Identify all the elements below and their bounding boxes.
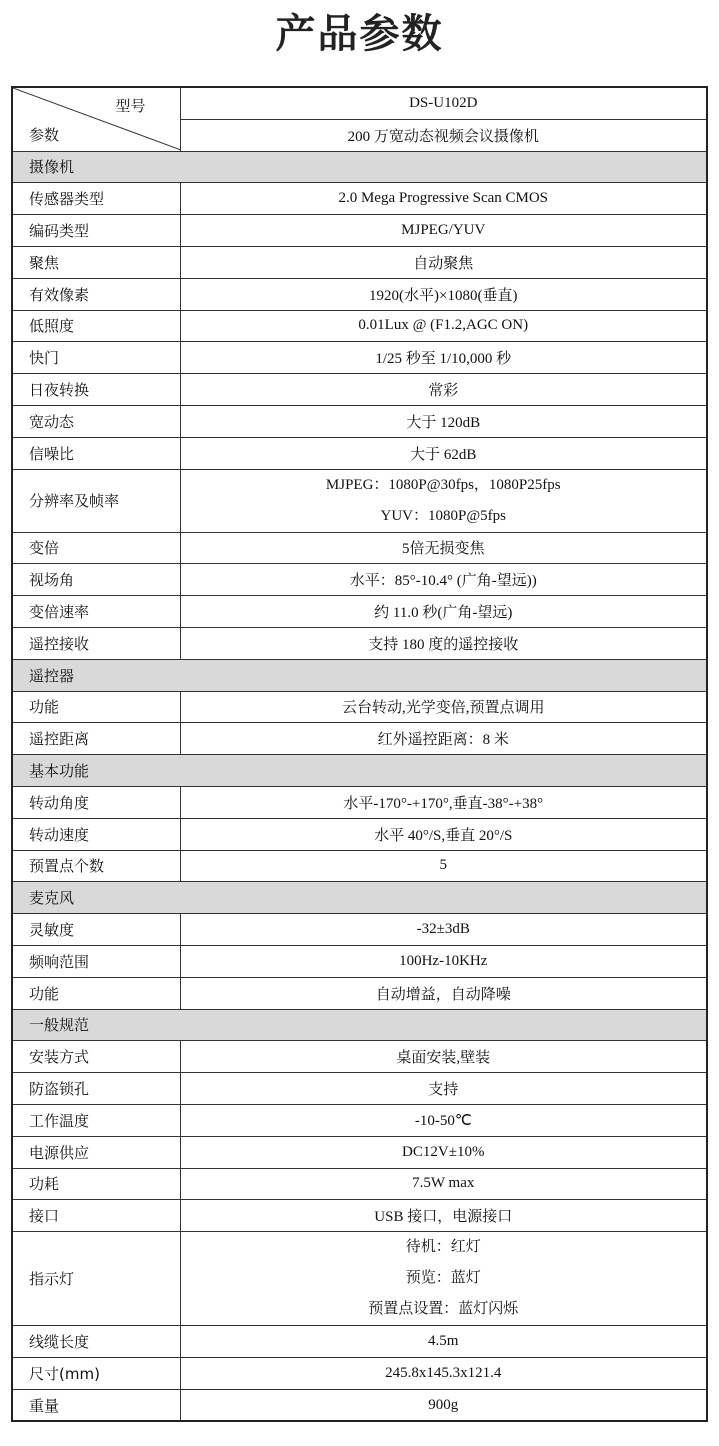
spec-value: [180, 1357, 707, 1389]
spec-value: [180, 215, 707, 247]
spec-table: [11, 86, 708, 1422]
spec-value: [180, 1200, 707, 1232]
spec-label: 宽动态: [12, 405, 180, 437]
spec-row: [12, 1389, 707, 1421]
spec-row: [12, 437, 707, 469]
spec-label: 信噪比: [12, 437, 180, 469]
section-header: [12, 755, 707, 787]
spec-value-line: 2.0 Mega Progressive Scan CMOS: [338, 190, 549, 207]
spec-value-line: 1920(水平)×1080(垂直): [369, 287, 518, 304]
spec-label: 视场角: [12, 564, 180, 596]
spec-label: 电源供应: [12, 1136, 180, 1168]
header-row-model: [12, 87, 707, 119]
spec-value: [180, 278, 707, 310]
spec-row: [12, 246, 707, 278]
spec-value: [180, 850, 707, 882]
spec-label: 灵敏度: [12, 914, 180, 946]
spec-label: 功能: [12, 691, 180, 723]
spec-value: [180, 1041, 707, 1073]
spec-value-line: 红外遥控距离：8 米: [377, 732, 509, 749]
spec-label: 有效像素: [12, 278, 180, 310]
spec-value-line: 5: [439, 857, 447, 874]
spec-value-line: 900g: [428, 1396, 459, 1413]
spec-label: 功能: [12, 977, 180, 1009]
section-header: [12, 882, 707, 914]
spec-row: [12, 1326, 707, 1358]
section-header: [12, 151, 707, 183]
spec-row: [12, 914, 707, 946]
spec-value-line: 支持: [428, 1082, 459, 1098]
spec-label: 遥控距离: [12, 723, 180, 755]
section-title: 基本功能: [12, 755, 707, 787]
spec-row: [12, 1357, 707, 1389]
spec-row: [12, 1041, 707, 1073]
spec-label: 功耗: [12, 1168, 180, 1200]
spec-row: [12, 1104, 707, 1136]
spec-value: [180, 405, 707, 437]
spec-value: [180, 1389, 707, 1421]
spec-value-line: -10-50℃: [414, 1112, 472, 1129]
spec-value: [180, 183, 707, 215]
spec-label: 传感器类型: [12, 183, 180, 215]
spec-row: [12, 627, 707, 659]
spec-value-line: MJPEG：1080P@30fps，1080P25fps: [325, 476, 561, 493]
spec-value-line: 待机：红灯: [405, 1239, 481, 1256]
spec-row: [12, 977, 707, 1009]
spec-label: 转动速度: [12, 818, 180, 850]
spec-value: [180, 374, 707, 406]
spec-value-line: 自动增益，自动降噪: [375, 986, 511, 1003]
spec-value-line: 桌面安装,壁装: [396, 1050, 491, 1067]
spec-value: [180, 818, 707, 850]
spec-value-line: 100Hz-10KHz: [399, 952, 488, 969]
spec-value: [180, 469, 707, 532]
spec-value-line: 245.8x145.3x121.4: [385, 1364, 502, 1381]
spec-value-line: 自动聚焦: [413, 255, 474, 272]
spec-row: [12, 1232, 707, 1326]
spec-label: 转动角度: [12, 786, 180, 818]
spec-value: [180, 945, 707, 977]
header-diagonal-cell: [12, 87, 180, 151]
spec-label: 尺寸(mm): [12, 1357, 180, 1389]
spec-value-line: 水平 40°/S,垂直 20°/S: [374, 827, 513, 844]
spec-row: [12, 183, 707, 215]
spec-value: [180, 1136, 707, 1168]
spec-label: 预置点个数: [12, 850, 180, 882]
spec-value: [180, 691, 707, 723]
spec-row: [12, 818, 707, 850]
spec-row: [12, 596, 707, 628]
spec-value-line: 预览：蓝灯: [405, 1270, 481, 1287]
spec-label: 低照度: [12, 310, 180, 342]
spec-row: [12, 691, 707, 723]
spec-row: [12, 532, 707, 564]
spec-row: [12, 1136, 707, 1168]
spec-row: [12, 469, 707, 532]
spec-value-line: MJPEG/YUV: [401, 222, 486, 239]
spec-value: [180, 1104, 707, 1136]
spec-label: 遥控接收: [12, 627, 180, 659]
spec-label: 日夜转换: [12, 374, 180, 406]
model-label: 型号: [115, 97, 146, 115]
spec-row: [12, 723, 707, 755]
spec-label: 安装方式: [12, 1041, 180, 1073]
spec-row: [12, 374, 707, 406]
spec-label: 分辨率及帧率: [12, 469, 180, 532]
spec-value-line: -32±3dB: [416, 921, 470, 938]
spec-label: 编码类型: [12, 215, 180, 247]
spec-value-line: 水平-170°-+170°,垂直-38°-+38°: [343, 795, 544, 812]
param-label: 参数: [29, 125, 60, 144]
spec-row: [12, 278, 707, 310]
spec-value: [180, 914, 707, 946]
spec-value-line: 大于 62dB: [410, 446, 477, 463]
section-header: [12, 659, 707, 691]
spec-label: 防盗锁孔: [12, 1073, 180, 1105]
section-header: [12, 1009, 707, 1041]
spec-row: [12, 405, 707, 437]
spec-value-line: 水平：85°-10.4° (广角-望远)): [349, 573, 537, 590]
spec-label: 快门: [12, 342, 180, 374]
spec-value: [180, 627, 707, 659]
spec-value-line: 7.5W max: [412, 1175, 475, 1192]
spec-value-line: 云台转动,光学变倍,预置点调用: [341, 700, 545, 717]
spec-label: 指示灯: [12, 1232, 180, 1326]
spec-label: 工作温度: [12, 1104, 180, 1136]
spec-value: [180, 437, 707, 469]
spec-value-line: DC12V±10%: [402, 1143, 485, 1160]
spec-value: [180, 342, 707, 374]
spec-label: 变倍: [12, 532, 180, 564]
spec-value: [180, 786, 707, 818]
spec-row: [12, 1200, 707, 1232]
spec-label: 线缆长度: [12, 1326, 180, 1358]
spec-value: [180, 596, 707, 628]
spec-row: [12, 850, 707, 882]
spec-row: [12, 342, 707, 374]
spec-label: 频响范围: [12, 945, 180, 977]
spec-row: [12, 215, 707, 247]
spec-row: [12, 1168, 707, 1200]
spec-label: 变倍速率: [12, 596, 180, 628]
spec-value: [180, 310, 707, 342]
spec-value-line: 常彩: [428, 383, 459, 400]
product-name: 200 万宽动态视频会议摄像机: [180, 119, 707, 151]
spec-value-line: USB 接口，电源接口: [374, 1209, 513, 1226]
spec-value-line: 大于 120dB: [406, 414, 481, 431]
section-title: 遥控器: [12, 659, 707, 691]
spec-value: [180, 1326, 707, 1358]
section-title: 麦克风: [12, 882, 707, 914]
spec-value: [180, 1073, 707, 1105]
spec-value: [180, 1168, 707, 1200]
spec-value: [180, 977, 707, 1009]
model-value: DS-U102D: [180, 87, 707, 119]
spec-row: [12, 310, 707, 342]
spec-label: 重量: [12, 1389, 180, 1421]
spec-value: [180, 564, 707, 596]
spec-value-line: 约 11.0 秒(广角-望远): [374, 605, 513, 622]
spec-value: [180, 723, 707, 755]
spec-value: [180, 1232, 707, 1326]
spec-value-line: 0.01Lux @ (F1.2,AGC ON): [358, 317, 529, 334]
spec-value-line: YUV：1080P@5fps: [380, 507, 506, 524]
section-title: 一般规范: [12, 1009, 707, 1041]
spec-value: [180, 246, 707, 278]
spec-row: [12, 564, 707, 596]
spec-row: [12, 945, 707, 977]
spec-value-line: 支持 180 度的遥控接收: [368, 636, 519, 653]
spec-value-line: 1/25 秒至 1/10,000 秒: [375, 351, 512, 368]
spec-row: [12, 1073, 707, 1105]
spec-value: [180, 532, 707, 564]
page-title: 产品参数: [275, 11, 444, 57]
spec-value-line: 4.5m: [428, 1332, 459, 1349]
spec-label: 聚焦: [12, 246, 180, 278]
section-title: 摄像机: [12, 151, 707, 183]
spec-label: 接口: [12, 1200, 180, 1232]
spec-value-line: 5倍无损变焦: [401, 541, 485, 558]
spec-row: [12, 786, 707, 818]
spec-value-line: 预置点设置：蓝灯闪烁: [368, 1301, 519, 1318]
